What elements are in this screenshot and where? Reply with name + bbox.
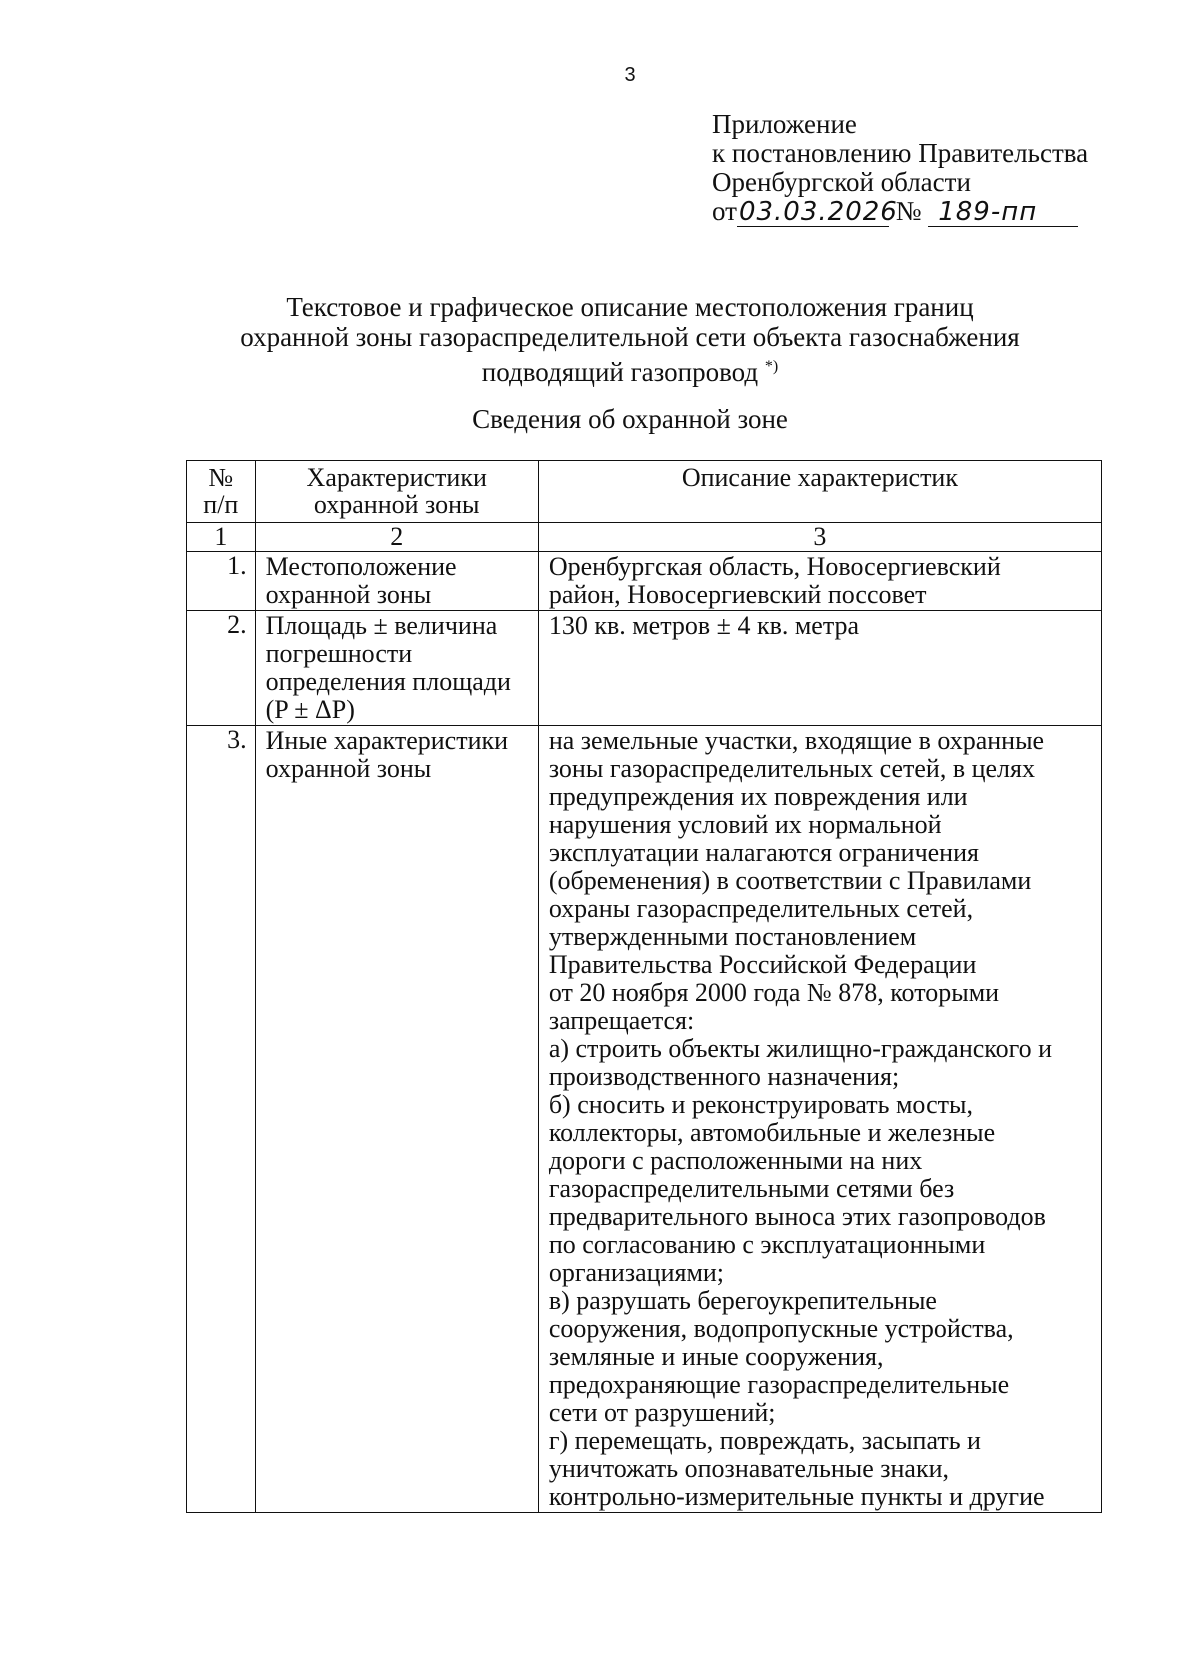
date-prefix: от	[712, 196, 737, 226]
row-characteristic	[255, 726, 538, 1513]
text-line: эксплуатации налагаются ограничения	[548, 838, 979, 867]
text-line: сети от разрушений;	[548, 1398, 776, 1427]
text-line: предварительного выноса этих газопроводов	[548, 1202, 1046, 1231]
text-line: организациями;	[548, 1258, 725, 1287]
table-row	[187, 611, 1102, 726]
text-line: на земельные участки, входящие в охранные	[548, 726, 1045, 755]
text-line: Правительства Российской Федерации	[548, 950, 977, 979]
appendix-line3: Оренбургской области	[712, 167, 971, 197]
row-number: 3.	[187, 726, 256, 1513]
text-line: охраны газораспределительных сетей,	[548, 894, 974, 923]
header-characteristics-text	[256, 461, 538, 522]
text-line: (P ± ΔP)	[265, 695, 355, 724]
table-row	[187, 726, 1102, 1513]
text-line: нарушения условий их нормальной	[548, 810, 942, 839]
text-line: Иные характеристики	[265, 726, 509, 755]
title-line2: охранной зоны газораспределительной сети объекта газоснабжения	[240, 322, 1020, 352]
header-line: №	[208, 463, 234, 492]
title-line3	[0, 352, 1200, 387]
number-prefix: №	[895, 196, 922, 226]
table-index-row	[187, 523, 1102, 552]
title-line1: Текстовое и графическое описание местоположения границ	[286, 292, 974, 322]
header-cell-description	[538, 461, 1101, 523]
text-line: Местоположение	[265, 552, 457, 581]
handwritten-number: 189-пп	[928, 199, 1078, 227]
row-number: 1.	[187, 552, 256, 611]
text-line: предупреждения их повреждения или	[548, 782, 968, 811]
header-line: Характеристики	[306, 463, 487, 492]
index-cell: 3	[538, 523, 1101, 552]
table-header-row	[187, 461, 1102, 523]
header-line: п/п	[203, 490, 239, 519]
handwritten-date: 03.03.2026	[738, 197, 898, 227]
row-description	[538, 726, 1101, 1513]
index-cell: 2	[255, 523, 538, 552]
page-number: 3	[624, 64, 636, 86]
text-line: дороги с расположенными на них	[548, 1146, 923, 1175]
header-line: охранной зоны	[313, 490, 480, 519]
header-cell-characteristics	[255, 461, 538, 523]
text-line: б) сносить и реконструировать мосты,	[548, 1090, 973, 1119]
footnote-mark: *)	[764, 358, 779, 375]
text-line: район, Новосергиевский поссовет	[548, 580, 927, 609]
row-description	[538, 552, 1101, 611]
header-number-text	[187, 461, 255, 522]
row-characteristic	[255, 611, 538, 726]
title-line3-text: подводящий газопровод	[481, 357, 759, 387]
document-title	[0, 292, 1200, 387]
table-row	[187, 552, 1102, 611]
text-line: запрещается:	[548, 1006, 695, 1035]
row-characteristic	[255, 552, 538, 611]
row-number: 2.	[187, 611, 256, 726]
text-line: зоны газораспределительных сетей, в целях	[548, 754, 1035, 783]
text-line: определения площади	[265, 667, 511, 696]
text-line: Оренбургская область, Новосергиевский	[548, 552, 1001, 581]
text-line: земляные и иные сооружения,	[548, 1342, 884, 1371]
text-line: производственного назначения;	[548, 1062, 900, 1091]
text-line: контрольно-измерительные пункты и другие	[548, 1482, 1045, 1511]
section-subtitle: Сведения об охранной зоне	[472, 404, 788, 434]
text-line: предохраняющие газораспределительные	[548, 1370, 1010, 1399]
text-line: от 20 ноября 2000 года № 878, которыми	[548, 978, 1000, 1007]
text-line: (обременения) в соответствии с Правилами	[548, 866, 1032, 895]
text-line: сооружения, водопропускные устройства,	[548, 1314, 1014, 1343]
header-cell-number	[187, 461, 256, 523]
text-line: коллекторы, автомобильные и железные	[548, 1118, 996, 1147]
appendix-line2: к постановлению Правительства	[712, 138, 1089, 168]
text-line: в) разрушать берегоукрепительные	[548, 1286, 937, 1315]
text-line: охранной зоны	[265, 580, 432, 609]
text-line: охранной зоны	[265, 754, 432, 783]
appendix-date-number-line	[712, 197, 1088, 227]
header-description-text: Описание характеристик	[681, 463, 958, 492]
text-line: 130 кв. метров ± 4 кв. метра	[548, 611, 860, 640]
text-line: Площадь ± величина	[265, 611, 498, 640]
protection-zone-table	[186, 460, 1102, 1513]
text-line: уничтожать опознавательные знаки,	[548, 1454, 950, 1483]
appendix-line1: Приложение	[712, 109, 857, 139]
text-line: газораспределительными сетями без	[548, 1174, 955, 1203]
text-line: по согласованию с эксплуатационными	[548, 1230, 986, 1259]
text-line: а) строить объекты жилищно-гражданского и	[548, 1034, 1053, 1063]
text-line: погрешности	[265, 639, 413, 668]
row-description	[538, 611, 1101, 726]
text-line: г) перемещать, повреждать, засыпать и	[548, 1426, 981, 1455]
text-line: утвержденными постановлением	[548, 922, 917, 951]
appendix-block	[712, 110, 1088, 227]
index-cell: 1	[187, 523, 256, 552]
